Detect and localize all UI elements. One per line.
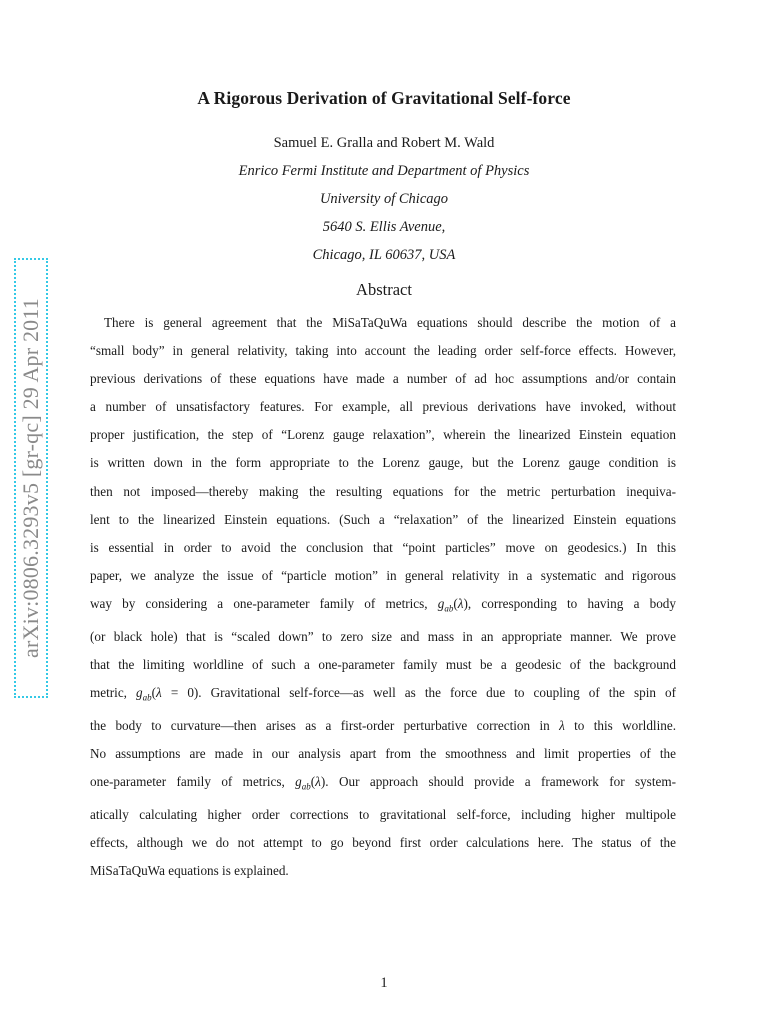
abstract-line: lent to the linearized Einstein equations. (Such a “relaxation” of the linearized Einstein equations bbox=[90, 511, 676, 527]
abstract-line: atically calculating higher order corrections to gravitational self-force, including higher multipole bbox=[90, 806, 676, 822]
abstract-line: “small body” in general relativity, taking into account the leading order self-force effects. However, bbox=[90, 343, 676, 359]
abstract-line: There is general agreement that the MiSaTaQuWa equations should describe the motion of a bbox=[104, 315, 676, 330]
abstract-line: one-parameter family of metrics, $g_{ab}(\lambda)$. Our approach should provide a framework for system- bbox=[90, 773, 676, 792]
abstract-line: effects, although we do not attempt to go beyond first order calculations here. The status of the bbox=[90, 834, 676, 850]
arxiv-stamp bbox=[14, 258, 48, 698]
arxiv-identifier[interactable]: arXiv:0806.3293v5 [gr-qc] 29 Apr 2011 bbox=[18, 298, 43, 658]
affiliation-line-3: 5640 S. Ellis Avenue, bbox=[322, 219, 446, 235]
abstract-line: way by considering a one-parameter family of metrics, $g_{ab}(\lambda)$, corresponding to having a body bbox=[90, 595, 676, 614]
abstract-line: No assumptions are made in our analysis apart from the smoothness and limit properties of the bbox=[90, 745, 676, 761]
abstract-line: is written down in the form appropriate to the Lorenz gauge, but the Lorenz gauge condition is bbox=[90, 455, 676, 471]
page-number: 1 bbox=[380, 975, 388, 991]
abstract-line: metric, $g_{ab}(\lambda = 0)$. Gravitational self-force—as well as the force due to coupling of the spin of bbox=[90, 684, 676, 703]
abstract-line: proper justification, the step of “Lorenz gauge relaxation”, wherein the linearized Einstein equation bbox=[90, 427, 676, 443]
affiliation-line-4: Chicago, IL 60637, USA bbox=[312, 247, 456, 263]
abstract-line: previous derivations of these equations have made a number of ad hoc assumptions and/or contain bbox=[90, 371, 676, 387]
abstract-line: that the limiting worldline of such a one-parameter family must be a geodesic of the background bbox=[90, 656, 676, 672]
abstract-body bbox=[90, 309, 676, 885]
abstract-line: a number of unsatisfactory features. For example, all previous derivations have invoked, without bbox=[90, 399, 676, 415]
abstract-line: MiSaTaQuWa equations is explained. bbox=[90, 862, 289, 878]
abstract-line: the body to curvature—then arises as a first-order perturbative correction in λ to this worldline. bbox=[90, 717, 676, 733]
paper-title: A Rigorous Derivation of Gravitational Self-force bbox=[197, 88, 571, 108]
abstract-heading: Abstract bbox=[356, 280, 412, 299]
abstract-line: (or black hole) that is “scaled down” to zero size and mass in an appropriate manner. We prove bbox=[90, 628, 676, 644]
affiliation-line-2: University of Chicago bbox=[319, 191, 449, 207]
paper-authors: Samuel E. Gralla and Robert M. Wald bbox=[273, 135, 495, 151]
abstract-line: paper, we analyze the issue of “particle motion” in general relativity in a systematic and rigorous bbox=[90, 567, 676, 583]
affiliation-line-1: Enrico Fermi Institute and Department of Physics bbox=[238, 163, 530, 179]
abstract-line: then not imposed—thereby making the resulting equations for the metric perturbation inequiva- bbox=[90, 483, 676, 499]
abstract-line: is essential in order to avoid the conclusion that “point particles” move on geodesics.) In this bbox=[90, 539, 676, 555]
